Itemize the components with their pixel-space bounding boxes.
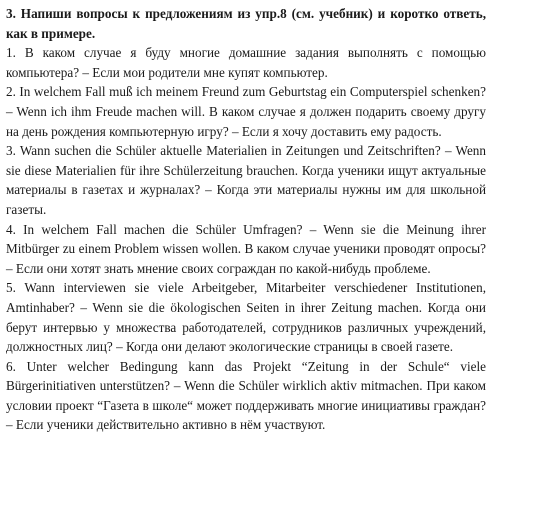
- exercise-page: [6, 4, 486, 435]
- answer-item-5: 5. Wann interviewen sie viele Arbeitgeber, Mitarbeiter verschiedener Institutionen, Amtinhaber? – Wenn sie die ökologischen Seiten in ihrer Zeitung machen. Когда они берут интервью у множества работодателей, сотрудников различных учреждений, должностных лиц? – Когда они делают экологические страницы в своей газете.: [6, 280, 486, 355]
- answer-item-6: 6. Unter welcher Bedingung kann das Projekt “Zeitung in der Schule“ viele Bürgerinitiativen unterstützen? – Wenn die Schüler wirklich aktiv mitmachen. При каком условии проект “Газета в школе“ может поддерживать многие инициативы граждан? – Если ученики действительно активно в нём участвуют.: [6, 358, 486, 433]
- answer-item-4: 4. In welchem Fall machen die Schüler Umfragen? – Wenn sie die Meinung ihrer Mitbürger zu einem Problem wissen wollen. В каком случае ученики проводят опросы? – Если они хотят знать мнение своих сограждан по какой-нибудь проблеме.: [6, 221, 486, 276]
- task-title: 3. Напиши вопросы к предложениям из упр.8 (см. учебник) и коротко ответь, как в примере.: [6, 6, 486, 41]
- answer-item-1: 1. В каком случае я буду многие домашние задания выполнять с помощью компьютера? – Если мои родители мне купят компьютер.: [6, 45, 486, 80]
- answer-item-2: 2. In welchem Fall muß ich meinem Freund zum Geburtstag ein Computerspiel schenken? – Wenn ich ihm Freude machen will. В каком случае я должен подарить своему другу на день рождения компьютерную игру? – Если я хочу доставить ему радость.: [6, 84, 486, 139]
- answer-item-3: 3. Wann suchen die Schüler aktuelle Materialien in Zeitungen und Zeitschriften? – Wenn sie diese Materialien für ihre Schülerzeitung brauchen. Когда ученики ищут актуальные материалы в газетах и журналах? – Когда эти материалы нужны им для школьной газеты.: [6, 143, 486, 217]
